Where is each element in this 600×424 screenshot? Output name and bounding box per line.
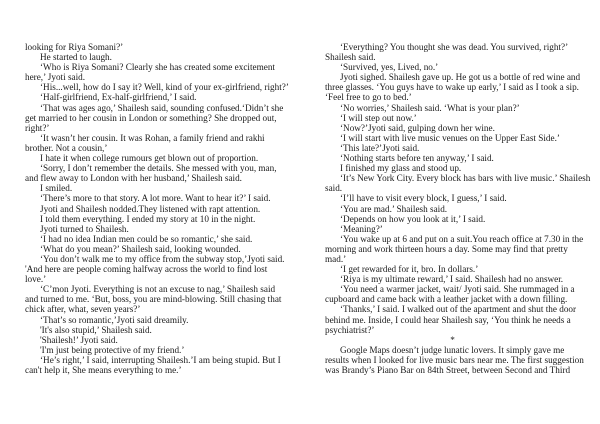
- text-line: ‘You need a warmer jacket, wait/ Jyoti said. She rummaged in a: [340, 284, 575, 295]
- text-line: ‘It wasn’t her cousin. It was Rohan, a family friend and rakhi: [40, 132, 265, 143]
- text-line: I finished my glass and stood up.: [340, 163, 462, 174]
- text-line: ‘I’ll have to visit every block, I guess,’ I said.: [340, 193, 507, 204]
- paragraph: [325, 113, 580, 123]
- paragraph: [325, 133, 580, 143]
- paragraph: [25, 193, 280, 203]
- text-line: brother. Not a cousin,’: [25, 142, 108, 153]
- text-line: ‘Half-girlfriend, Ex-half-girlfriend,’ I said.: [40, 92, 197, 103]
- paragraph: [325, 284, 580, 304]
- paragraph: [325, 153, 580, 163]
- text-line: ‘That was ages ago,’ Shailesh said, sounding confused.‘Didn’t she: [40, 102, 284, 113]
- text-line: psychiatrist?’: [325, 324, 375, 335]
- text-line: Jyoti and Shailesh nodded.They listened with rapt attention.: [40, 203, 261, 214]
- text-line: get married to her cousin in London or something? She dropped out,: [25, 112, 277, 123]
- text-line: ‘It’s New York City. Every block has bars with live music.’ Shailesh: [340, 173, 591, 184]
- paragraph: [25, 214, 280, 224]
- paragraph: [25, 153, 280, 163]
- text-line: 'And here are people coming halfway across the world to find lost: [25, 264, 268, 275]
- paragraph: [25, 62, 280, 82]
- paragraph: [325, 173, 591, 194]
- paragraph: [325, 163, 580, 173]
- paragraph: [25, 355, 280, 375]
- text-line: 'Shailesh!’ Jyoti said.: [40, 334, 118, 345]
- text-line: ‘Depends on how you look at it,’ I said.: [340, 213, 486, 224]
- paragraph: [25, 244, 280, 254]
- paragraph: [325, 143, 580, 153]
- paragraph: [25, 253, 285, 285]
- paragraph: [25, 183, 280, 193]
- paragraph: [325, 304, 580, 334]
- text-line: 'I'm just being protective of my friend.’: [40, 344, 185, 355]
- right-page-text: [325, 42, 591, 375]
- text-line: ‘Thanks,’ I said. I walked out of the apartment and shut the door: [340, 304, 577, 315]
- text-line: ‘His...well, how do I say it? Well, kind of your ex-girlfriend, right?’: [40, 82, 289, 93]
- paragraph: [25, 42, 280, 52]
- text-line: *: [450, 334, 455, 345]
- text-line: ‘Riya is my ultimate reward,’ I said. Shailesh had no answer.: [340, 274, 564, 285]
- text-line: looking for Riya Somani?’: [25, 42, 124, 52]
- text-line: ‘That’s so romantic,’Jyoti said dreamily.: [40, 314, 189, 325]
- text-line: I told them everything. I ended my story at 10 in the night.: [40, 213, 256, 224]
- text-line: ‘You are mad.’ Shailesh said.: [340, 203, 448, 214]
- paragraph: [325, 42, 580, 62]
- text-line: ‘No worries,’ Shailesh said. ‘What is your plan?’: [340, 102, 520, 113]
- paragraph: [25, 102, 284, 133]
- text-line: I hate it when college rumours get blown out of proportion.: [40, 153, 259, 164]
- paragraph: [325, 193, 580, 203]
- text-line: cupboard and came back with a leather jacket with a down filling.: [325, 294, 568, 305]
- paragraph: [325, 264, 580, 274]
- paragraph: [325, 214, 580, 224]
- text-line: ‘There’s more to that story. A lot more. Want to hear it?’ I said.: [40, 193, 271, 204]
- paragraph: [25, 284, 280, 314]
- paragraph: [25, 133, 280, 153]
- paragraph: [25, 204, 280, 214]
- text-line: 'It's also stupid,’ Shailesh said.: [40, 324, 152, 335]
- paragraph: [25, 92, 280, 102]
- text-line: ‘Now?’Jyoti said, gulping down her wine.: [340, 122, 495, 133]
- paragraph: [25, 335, 280, 345]
- text-line: said.: [325, 183, 343, 194]
- text-line: and flew away to London with her husband,’ Shailesh said.: [25, 173, 242, 184]
- text-line: results when I looked for live music bars near me. The first suggestion: [325, 354, 584, 365]
- section-break: [325, 335, 580, 345]
- text-line: mad.’: [325, 253, 347, 264]
- paragraph: [25, 325, 280, 335]
- text-line: ‘Nothing starts before ten anyway,’ I said.: [340, 153, 494, 164]
- paragraph: [25, 224, 280, 234]
- paragraph: [25, 234, 280, 244]
- text-line: ‘I had no idea Indian men could be so romantic,’ she said.: [40, 233, 253, 244]
- paragraph: [325, 233, 584, 264]
- text-line: ‘I will step out now.’: [340, 112, 417, 123]
- text-line: ‘C’mon Jyoti. Everything is not an excuse to nag,’ Shailesh said: [40, 284, 276, 295]
- text-line: three glasses. ‘You guys have to wake up early,’ I said as I took a sip.: [325, 82, 579, 93]
- text-line: was Brandy’s Piano Bar on 84th Street, between Second and Third: [325, 365, 571, 375]
- text-line: love.’: [25, 274, 47, 285]
- paragraph: [25, 345, 280, 355]
- text-line: ‘You wake up at 6 and put on a suit.You reach office at 7.30 in the: [340, 233, 584, 244]
- paragraph: [325, 204, 580, 214]
- paragraph: [325, 62, 580, 72]
- text-line: Google Maps doesn’t judge lunatic lovers. It simply gave me: [340, 344, 565, 355]
- text-line: and turned to me. ‘But, boss, you are mind-blowing. Still chasing that: [25, 294, 282, 305]
- text-line: chick after, what, seven years?’: [25, 304, 141, 315]
- text-line: ‘Meaning?’: [340, 223, 383, 234]
- text-line: ‘What do you mean?’ Shailesh said, looking wounded.: [40, 243, 241, 254]
- text-line: morning and work thirteen hours a day. Some may find that pretty: [325, 243, 568, 254]
- paragraph: [325, 344, 584, 375]
- text-line: ‘This late?’Jyoti said.: [340, 142, 420, 153]
- text-line: ‘You don’t walk me to my office from the subway stop,’Jyoti said.: [40, 253, 285, 264]
- text-line: ‘Feel free to go to bed.’: [325, 92, 412, 103]
- text-line: behind me. Inside, I could hear Shailesh say, ‘You think he needs a: [325, 314, 571, 325]
- text-line: ‘Sorry, I don’t remember the details. She messed with you, man,: [40, 163, 277, 174]
- text-line: right?’: [25, 122, 50, 133]
- paragraph: [325, 274, 580, 284]
- text-line: Shailesh said.: [325, 52, 376, 63]
- text-line: I smiled.: [40, 183, 73, 194]
- paragraph: [325, 123, 580, 133]
- left-page-text: [25, 42, 289, 375]
- text-line: ‘Everything? You thought she was dead. You survived, right?’: [340, 42, 569, 52]
- text-line: Jyoti sighed. Shailesh gave up. He got us a bottle of red wine and: [340, 72, 581, 83]
- paragraph: [25, 163, 280, 183]
- text-line: Jyoti turned to Shailesh.: [40, 223, 129, 234]
- text-line: ‘I will start with live music venues on the Upper East Side.’: [340, 132, 560, 143]
- text-line: ‘I get rewarded for it, bro. In dollars.’: [340, 264, 479, 275]
- paragraph: [325, 224, 580, 234]
- text-line: here,’ Jyoti said.: [25, 72, 86, 83]
- text-line: can't help it, She means everything to me.’: [25, 365, 182, 375]
- text-line: ‘Who is Riya Somani? Clearly she has created some excitement: [40, 62, 275, 73]
- paragraph: [325, 103, 580, 113]
- text-line: He started to laugh.: [40, 52, 112, 63]
- paragraph: [325, 72, 580, 102]
- paragraph: [25, 52, 280, 62]
- paragraph: [25, 82, 289, 93]
- text-line: ‘Survived, yes, Lived, no.’: [340, 62, 439, 73]
- text-line: ‘He’s right,’ I said, interrupting Shailesh.’I am being stupid. But I: [40, 354, 281, 365]
- paragraph: [25, 315, 280, 325]
